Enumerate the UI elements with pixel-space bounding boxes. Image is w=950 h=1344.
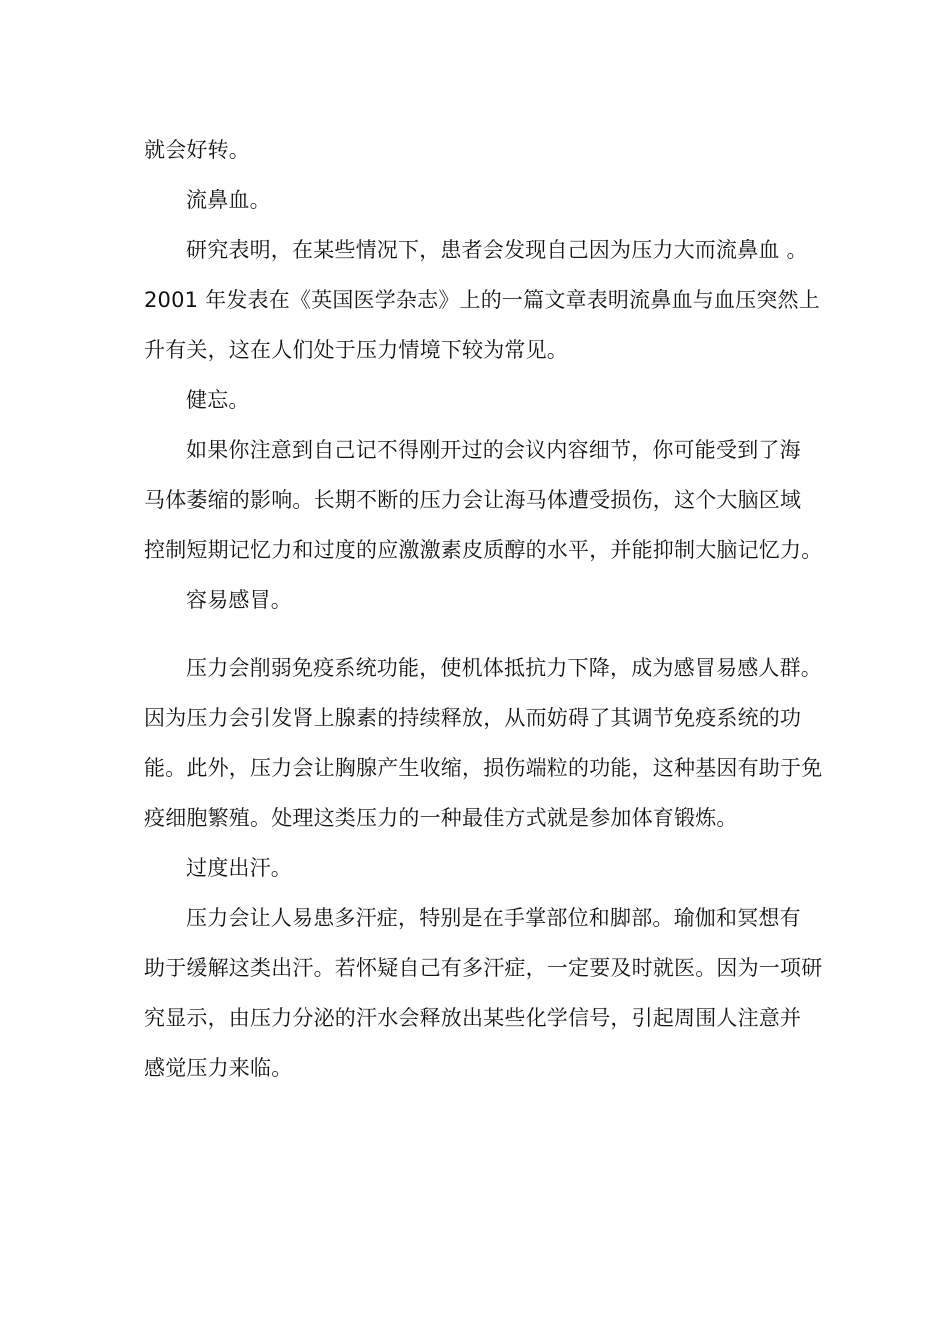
text-line: 2001 年发表在《英国医学杂志》上的一篇文章表明流鼻血与血压突然上 xyxy=(144,288,820,312)
text-line: 助于缓解这类出汗。若怀疑自己有多汗症，一定要及时就医。因为一项研 xyxy=(144,956,823,980)
text-line: 研究表明，在某些情况下，患者会发现自己因为压力大而流鼻血 。 xyxy=(186,238,808,262)
text-line: 升有关，这在人们处于压力情境下较为常见。 xyxy=(144,338,568,362)
section-heading-forgetfulness: 健忘。 xyxy=(186,388,250,412)
text-line: 疫细胞繁殖。处理这类压力的一种最佳方式就是参加体育锻炼。 xyxy=(144,806,738,830)
text-line: 压力会让人易患多汗症，特别是在手掌部位和脚部。瑜伽和冥想有 xyxy=(186,906,801,930)
text-line: 能。此外，压力会让胸腺产生收缩，损伤端粒的功能，这种基因有助于免 xyxy=(144,756,823,780)
text-line: 马体萎缩的影响。长期不断的压力会让海马体遭受损伤，这个大脑区域 xyxy=(144,488,802,512)
section-heading-sweating: 过度出汗。 xyxy=(186,856,292,880)
text-line: 就会好转。 xyxy=(144,138,250,162)
section-heading-nosebleed: 流鼻血。 xyxy=(186,188,271,212)
text-line: 如果你注意到自己记不得刚开过的会议内容细节，你可能受到了海 xyxy=(186,438,801,462)
text-line: 感觉压力来临。 xyxy=(144,1056,293,1080)
text-line: 究显示，由压力分泌的汗水会释放出某些化学信号，引起周围人注意并 xyxy=(144,1006,802,1030)
text-line: 控制短期记忆力和过度的应激激素皮质醇的水平，并能抑制大脑记忆力。 xyxy=(144,538,823,562)
text-line: 压力会削弱免疫系统功能，使机体抵抗力下降，成为感冒易感人群。 xyxy=(186,656,822,680)
text-line: 因为压力会引发肾上腺素的持续释放，从而妨碍了其调节免疫系统的功 xyxy=(144,706,802,730)
section-heading-colds: 容易感冒。 xyxy=(186,588,292,612)
